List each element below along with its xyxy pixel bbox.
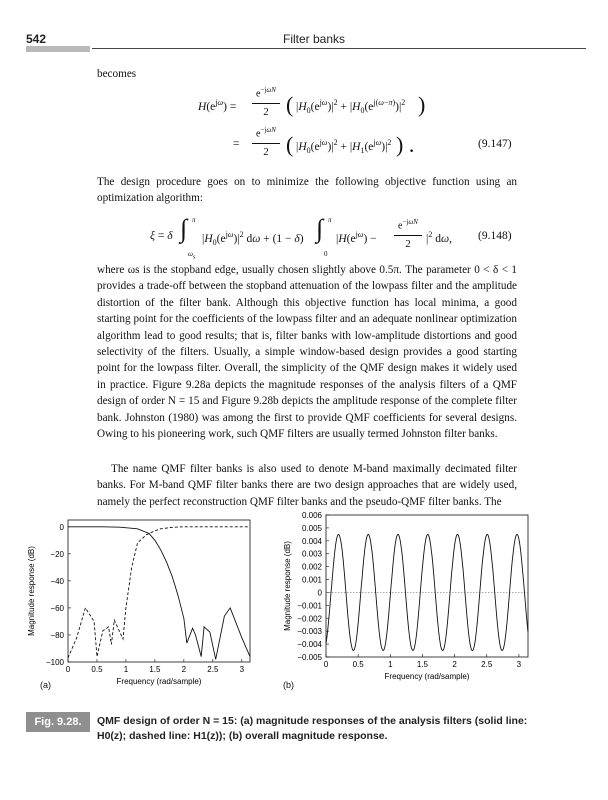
figure-badge: Fig. 9.28. bbox=[26, 712, 90, 732]
x-tick-label: 3 bbox=[239, 665, 245, 674]
x-tick-label: 2.5 bbox=[481, 660, 493, 669]
x-axis-label: Frequency (rad/sample) bbox=[116, 677, 202, 686]
x-tick-label: 3 bbox=[516, 660, 522, 669]
y-tick-label: 0.006 bbox=[301, 511, 322, 520]
x-tick-label: 2.5 bbox=[207, 665, 219, 674]
paragraph-3: The name QMF filter banks is also used to denote M-band maximally decimated filter banks. For M-band QMF filter banks there are two design approaches that are widely used, namely the perfect reconstruction QMF filter banks and the pseudo-QMF filter banks. The bbox=[97, 463, 517, 508]
y-tick-label: −0.002 bbox=[297, 614, 322, 624]
y-tick-label: −0.003 bbox=[297, 627, 322, 637]
y-tick-label: −60 bbox=[50, 603, 64, 613]
x-tick-label: 1.5 bbox=[416, 660, 429, 669]
y-tick-label: −20 bbox=[50, 549, 64, 559]
panel-label-a: (a) bbox=[40, 680, 51, 690]
x-axis-label: Frequency (rad/sample) bbox=[384, 672, 470, 681]
chart-magnitude-responses bbox=[0, 510, 300, 690]
y-tick-label: 0.004 bbox=[301, 536, 322, 546]
x-tick-label: 0 bbox=[323, 660, 329, 669]
equation-number: (9.147) bbox=[478, 138, 512, 150]
y-axis-label: Magnitude response (dB) bbox=[27, 546, 36, 636]
y-axis-label: Magnitude response (dB) bbox=[283, 541, 292, 631]
x-tick-label: 2 bbox=[181, 665, 187, 674]
x-tick-label: 1 bbox=[123, 665, 129, 674]
y-tick-label: 0.001 bbox=[301, 575, 322, 585]
y-tick-label: 0.002 bbox=[301, 562, 322, 572]
plot-frame bbox=[68, 520, 250, 662]
x-tick-label: 2 bbox=[452, 660, 457, 669]
chart-overall-response bbox=[283, 505, 606, 685]
figure-caption: QMF design of order N = 15: (a) magnitude responses of the analysis filters (solid line: H0(z); dashed line: H1(z)); (b) overall magnitude response. bbox=[97, 715, 528, 742]
paragraph-2: where ωs is the stopband edge, usually chosen slightly above 0.5π. The parameter 0 < δ < 1 provides a trade-off between the stopband attenuation of the lowpass filter and the amplitude distortion of the filter bank. Although this objective function has local minima, a good starting point for the coefficients of the lowpass filter and an adequate nonlinear optimization algorithm lead to good results; that is, filter banks with low-amplitude distortions and good selectivity of the filters. Usually, a simple window-based design provides a good starting point for the lowpass filter. Overall, the simplicity of the QMF design makes it widely used in practice. Figure 9.28a depicts the magnitude responses of the analysis filters of a QMF design of order N = 15 and Figure 9.28b depicts the amplitude response of the complete filter bank. Johnston (1980) was among the first to provide QMF coefficients for several designs. Owing to his pioneering work, such QMF filters are usually termed Johnston filter banks. bbox=[97, 264, 517, 441]
header-rule bbox=[92, 48, 586, 49]
running-title: Filter banks bbox=[283, 32, 346, 46]
y-tick-label: −40 bbox=[50, 576, 64, 586]
x-tick-label: 0 bbox=[65, 665, 71, 674]
x-tick-label: 1 bbox=[388, 660, 393, 669]
x-tick-label: 0.5 bbox=[91, 665, 103, 674]
y-tick-label: 0.003 bbox=[301, 549, 322, 559]
x-tick-label: 0.5 bbox=[352, 660, 364, 669]
paragraph-1: The design procedure goes on to minimize the following objective function using an optimization algorithm: bbox=[97, 176, 517, 205]
equation-number: (9.148) bbox=[478, 230, 512, 242]
header-bar bbox=[26, 46, 90, 52]
y-tick-label: −0.004 bbox=[297, 640, 322, 650]
page-number: 542 bbox=[26, 32, 47, 46]
y-tick-label: −0.001 bbox=[297, 601, 322, 611]
y-tick-label: −0.005 bbox=[297, 653, 322, 662]
lead-word: becomes bbox=[97, 68, 137, 80]
y-tick-label: −100 bbox=[45, 658, 64, 667]
y-tick-label: 0.005 bbox=[301, 523, 322, 533]
x-tick-label: 1.5 bbox=[149, 665, 161, 674]
panel-label-b: (b) bbox=[283, 680, 294, 690]
y-tick-label: 0 bbox=[59, 522, 64, 532]
y-tick-label: 0 bbox=[317, 588, 322, 598]
y-tick-label: −80 bbox=[50, 630, 64, 640]
